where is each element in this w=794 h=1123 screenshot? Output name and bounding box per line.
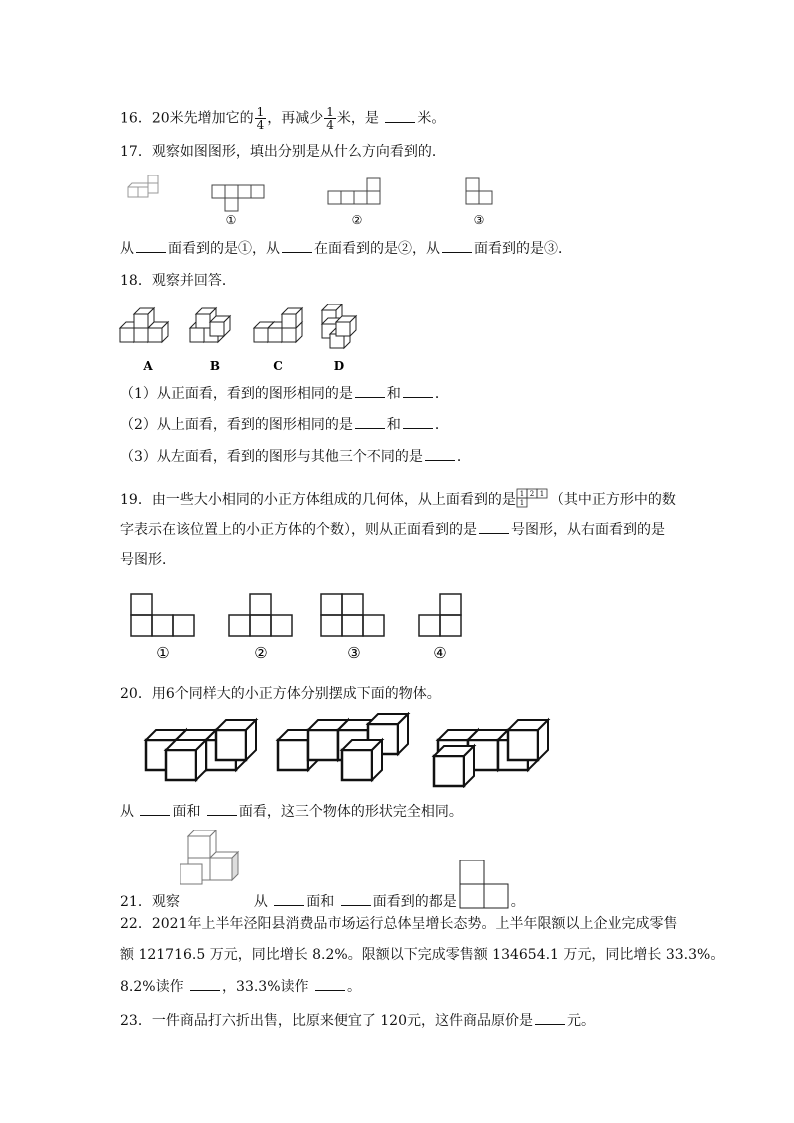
answer-blank[interactable] (403, 383, 433, 398)
answer-blank[interactable] (140, 801, 170, 816)
answer-blank[interactable] (535, 1010, 565, 1025)
option-2 (229, 594, 292, 636)
answer-blank[interactable] (136, 238, 166, 253)
answer-blank[interactable] (274, 891, 304, 906)
label-b: B (209, 359, 221, 373)
answer-blank[interactable] (282, 238, 312, 253)
figure-a (120, 308, 168, 342)
question-20-title: 20．用6个同样大的小正方体分别摆成下面的物体。 (120, 686, 441, 702)
fraction: $\frac{1}{4}$ (256, 105, 265, 132)
option-4 (419, 594, 461, 636)
question-16: 16．20米先增加它的 $\frac{1}{4}$ ，再减少 $\frac{1}{4}$ 米，是 米。 (120, 105, 446, 132)
label-1: ① (225, 213, 237, 227)
answer-blank[interactable] (479, 519, 509, 534)
label-1: ① (156, 644, 170, 662)
answer-blank[interactable] (385, 108, 415, 123)
q19-options (125, 588, 470, 664)
q17-cube-sketch (128, 175, 162, 197)
grid-cell: 1 (519, 490, 525, 498)
view-3 (466, 178, 492, 204)
object-3 (434, 720, 548, 786)
object-1 (146, 720, 256, 780)
label-c: C (273, 359, 283, 373)
fraction: $\frac{1}{4}$ (326, 105, 334, 132)
label-4: ④ (433, 644, 447, 662)
question-22-line-3: 8.2%读作 ，33.3%读作 。 (120, 976, 361, 997)
label-a: A (143, 359, 153, 373)
label-2: ② (351, 213, 363, 227)
q21-view-shape (457, 860, 511, 910)
answer-blank[interactable] (341, 891, 371, 906)
figure-d (322, 304, 356, 348)
question-18-part-2: （2）从上面看，看到的图形相同的是 和 ． (120, 414, 449, 435)
label-3: ③ (347, 644, 361, 662)
answer-blank[interactable] (190, 976, 220, 991)
question-18-title: 18．观察并回答． (120, 273, 236, 289)
label-2: ② (254, 644, 268, 662)
label-d: D (333, 359, 345, 373)
grid-cell: 2 (529, 490, 535, 498)
label-3: ③ (473, 213, 485, 227)
question-17-title: 17．观察如图图形，填出分别是从什么方向看到的． (120, 144, 446, 160)
option-3 (321, 594, 384, 636)
question-23: 23．一件商品打六折出售，比原来便宜了 120元，这件商品原价是 元。 (120, 1010, 595, 1031)
q18-figures (118, 304, 378, 374)
answer-blank[interactable] (355, 414, 385, 429)
question-19-line-1: 19．由一些大小相同的小正方体组成的几何体，从上面看到的是 1 2 1 1 （其中正方形中的数 (120, 490, 676, 508)
question-18-part-3: （3）从左面看，看到的图形与其他三个不同的是 ． (120, 446, 471, 467)
question-19-line-2: 字表示在该位置上的小正方体的个数），则从正面看到的是 号图形，从右面看到的是 (120, 519, 665, 540)
answer-blank[interactable] (403, 414, 433, 429)
answer-blank[interactable] (442, 238, 472, 253)
grid-cell: 1 (519, 499, 525, 507)
question-20-answer: 从 面和 面看，这三个物体的形状完全相同。 (120, 801, 463, 822)
question-18-part-1: （1）从正面看，看到的图形相同的是 和 ． (120, 383, 449, 404)
answer-blank[interactable] (207, 801, 237, 816)
q17-figures (120, 175, 520, 227)
view-2 (328, 178, 380, 204)
question-17-answer: 从 面看到的是①，从 在面看到的是②，从 面看到的是③． (120, 238, 572, 259)
option-1 (131, 594, 194, 636)
answer-blank[interactable] (425, 446, 455, 461)
figure-b (190, 308, 230, 342)
question-22-line-1: 22．2021年上半年泾阳县消费品市场运行总体呈增长态势。上半年限额以上企业完成零售 (120, 916, 678, 932)
question-19-line-3: 号图形． (120, 552, 176, 568)
view-1 (212, 185, 264, 211)
answer-blank[interactable] (355, 383, 385, 398)
top-view-grid (516, 488, 550, 508)
object-2 (278, 714, 408, 780)
question-22-line-2: 额 121716.5 万元，同比增长 8.2%。限额以下完成零售额 134654.1 万元，同比增长 33.3%。 (120, 947, 725, 963)
question-21: 21．观察 从 面和 面看到的都是 。 (120, 860, 525, 912)
q20-figures (140, 712, 560, 788)
answer-blank[interactable] (315, 976, 345, 991)
grid-cell: 1 (539, 490, 545, 498)
figure-c (254, 308, 302, 342)
